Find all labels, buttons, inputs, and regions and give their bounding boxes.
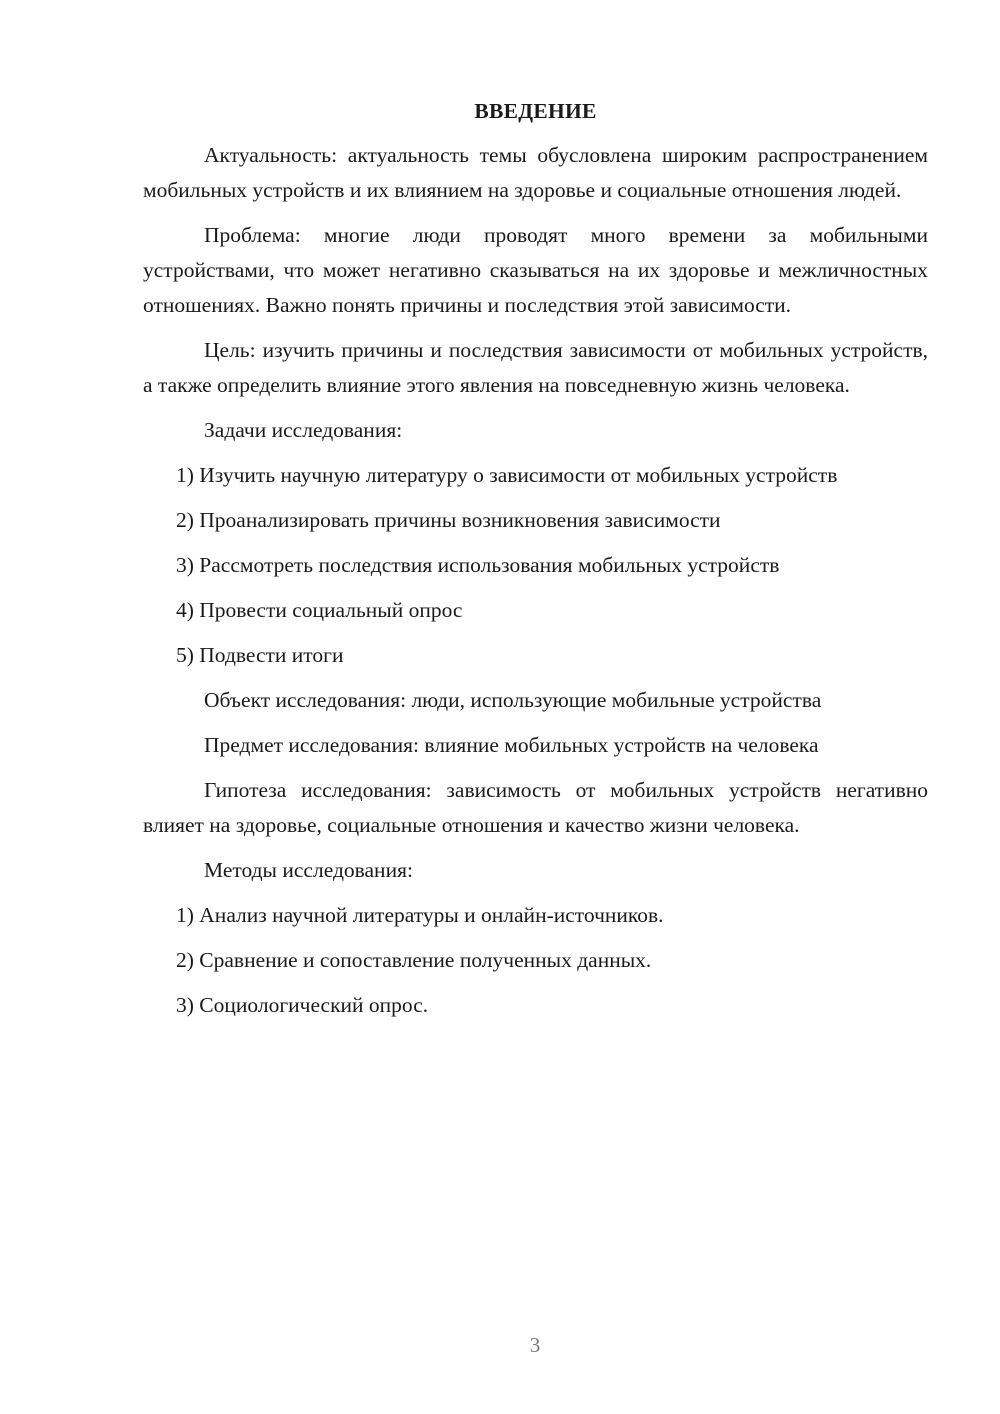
- page-title: ВВЕДЕНИЕ: [474, 99, 597, 123]
- method-item: 3) Социологический опрос.: [176, 993, 429, 1017]
- problem-paragraph: Проблема: многие люди проводят много времени за мобильными устройствами, что может негативно сказываться на их здоровье и межличностных отношениях. Важно понять причины и последствия этой зависимости.: [143, 223, 928, 317]
- task-item: 4) Провести социальный опрос: [176, 598, 463, 622]
- hypothesis-paragraph: Гипотеза исследования: зависимость от мобильных устройств негативно влияет на здоровье, социальные отношения и качество жизни человека.: [143, 778, 928, 837]
- document-page: [143, 94, 928, 1033]
- method-item: 2) Сравнение и сопоставление полученных данных.: [176, 948, 652, 972]
- task-item: 3) Рассмотреть последствия использования мобильных устройств: [176, 553, 780, 577]
- methods-title: Методы исследования:: [204, 858, 413, 882]
- task-item: 2) Проанализировать причины возникновения зависимости: [176, 508, 721, 532]
- page-number: 3: [529, 1333, 541, 1357]
- object-line: Объект исследования: люди, использующие мобильные устройства: [204, 688, 822, 712]
- relevance-paragraph: Актуальность: актуальность темы обусловлена широким распространением мобильных устройств и их влиянием на здоровье и социальные отношения людей.: [143, 143, 928, 202]
- goal-paragraph: Цель: изучить причины и последствия зависимости от мобильных устройств, а также определить влияние этого явления на повседневную жизнь человека.: [143, 338, 928, 397]
- subject-line: Предмет исследования: влияние мобильных устройств на человека: [204, 733, 819, 757]
- method-item: 1) Анализ научной литературы и онлайн-источников.: [176, 903, 664, 927]
- task-item: 1) Изучить научную литературу о зависимости от мобильных устройств: [176, 463, 838, 487]
- task-item: 5) Подвести итоги: [176, 643, 344, 667]
- tasks-title: Задачи исследования:: [204, 418, 403, 442]
